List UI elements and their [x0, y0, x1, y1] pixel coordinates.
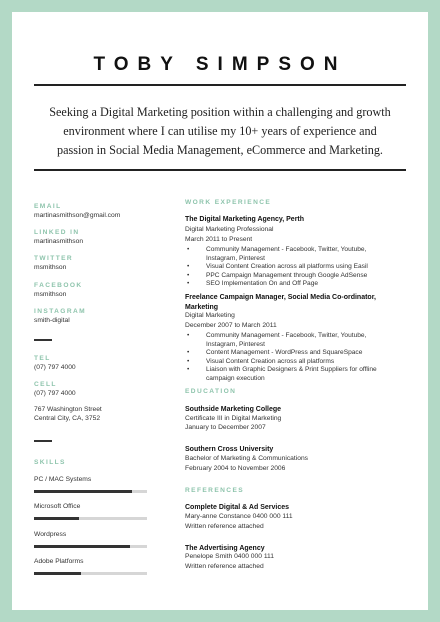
address-line-2: Central City, CA, 3752: [34, 415, 101, 422]
skill-bar-track: [34, 517, 147, 520]
reference-contact: Mary-anne Constance 0400 000 111: [185, 513, 293, 520]
career-summary: Seeking a Digital Marketing position within a challenging and growth environment where I can utilise my 10+ years of experience and passion in Social Media Management, eCommerce and Marketing.: [49, 105, 391, 157]
job-duties-list: [187, 332, 387, 384]
email-label: EMAIL: [34, 203, 62, 210]
reference-note: Written reference attached: [185, 523, 264, 530]
skill-name: PC / MAC Systems: [34, 476, 92, 483]
tel-value: (07) 797 4000: [34, 364, 76, 371]
skills-label: SKILLS: [34, 459, 66, 466]
job-duty: • Visual Content Creation across all platforms using Easil: [187, 263, 387, 272]
twitter-label: TWITTER: [34, 255, 74, 262]
skill-bar-fill: [34, 517, 79, 520]
job-dates: March 2011 to Present: [185, 236, 253, 243]
job-dates: December 2007 to March 2011: [185, 322, 277, 329]
work-experience-label: WORK EXPERIENCE: [185, 199, 272, 206]
instagram-label: INSTAGRAM: [34, 308, 87, 315]
skill-bar-track: [34, 490, 147, 493]
course-name: Certificate III in Digital Marketing: [185, 415, 282, 422]
skill-bar-track: [34, 572, 147, 575]
skill-name: Wordpress: [34, 531, 67, 538]
reference-company: The Advertising Agency: [185, 545, 265, 552]
linkedin-value: martinasmithson: [34, 238, 84, 245]
job-duty: • PPC Campaign Management through Google AdSense: [187, 272, 387, 281]
twitter-value: msmithson: [34, 264, 67, 271]
reference-note: Written reference attached: [185, 563, 264, 570]
email-value: martinasmithson@gmail.com: [34, 212, 121, 219]
skill-name: Microsoft Office: [34, 503, 81, 510]
facebook-value: msmithson: [34, 291, 67, 298]
job-title: The Digital Marketing Agency, Perth: [185, 216, 305, 223]
reference-contact: Penelope Smith 0400 000 111: [185, 553, 274, 560]
tel-label: TEL: [34, 355, 51, 362]
job-duty: • Liaison with Graphic Designers & Print Suppliers for offline campaign execution: [187, 366, 387, 383]
address-line-1: 767 Washington Street: [34, 406, 102, 413]
job-duties-list: [187, 246, 387, 289]
study-dates: February 2004 to November 2006: [185, 465, 286, 472]
job-duty: • Content Management - WordPress and SquareSpace: [187, 349, 387, 358]
facebook-label: FACEBOOK: [34, 282, 83, 289]
references-label: REFERENCES: [185, 487, 245, 494]
candidate-name: TOBY SIMPSON: [93, 54, 347, 75]
study-dates: January to December 2007: [185, 424, 266, 431]
skill-name: Adobe Platforms: [34, 558, 84, 565]
skill-bar-fill: [34, 545, 130, 548]
course-name: Bachelor of Marketing & Communications: [185, 455, 309, 462]
job-duty: • Visual Content Creation across all platforms: [187, 358, 387, 367]
education-label: EDUCATION: [185, 388, 237, 395]
skills-divider: [34, 440, 52, 442]
job-role: Digital Marketing: [185, 312, 235, 319]
job-duty: • SEO Implementation On and Off Page: [187, 280, 387, 289]
job-duty: • Community Management - Facebook, Twitter, Youtube, Instagram, Pinterest: [187, 332, 387, 349]
job-title: Freelance Campaign Manager, Social Media Co-ordinator, Marketing: [185, 294, 376, 311]
linkedin-label: LINKED IN: [34, 229, 80, 236]
job-role: Digital Marketing Professional: [185, 226, 274, 233]
skill-bar-fill: [34, 490, 132, 493]
school-name: Southern Cross University: [185, 446, 274, 453]
job-duty: • Community Management - Facebook, Twitter, Youtube, Instagram, Pinterest: [187, 246, 387, 263]
cell-label: CELL: [34, 381, 57, 388]
header-rule-bottom: [34, 169, 406, 171]
cell-value: (07) 797 4000: [34, 390, 76, 397]
resume-page: [12, 12, 428, 610]
header-rule-top: [34, 84, 406, 86]
contact-divider: [34, 339, 52, 341]
skill-bar-fill: [34, 572, 81, 575]
instagram-value: smith-digital: [34, 317, 70, 324]
reference-company: Complete Digital & Ad Services: [185, 504, 289, 511]
skill-bar-track: [34, 545, 147, 548]
school-name: Southside Marketing College: [185, 406, 282, 413]
